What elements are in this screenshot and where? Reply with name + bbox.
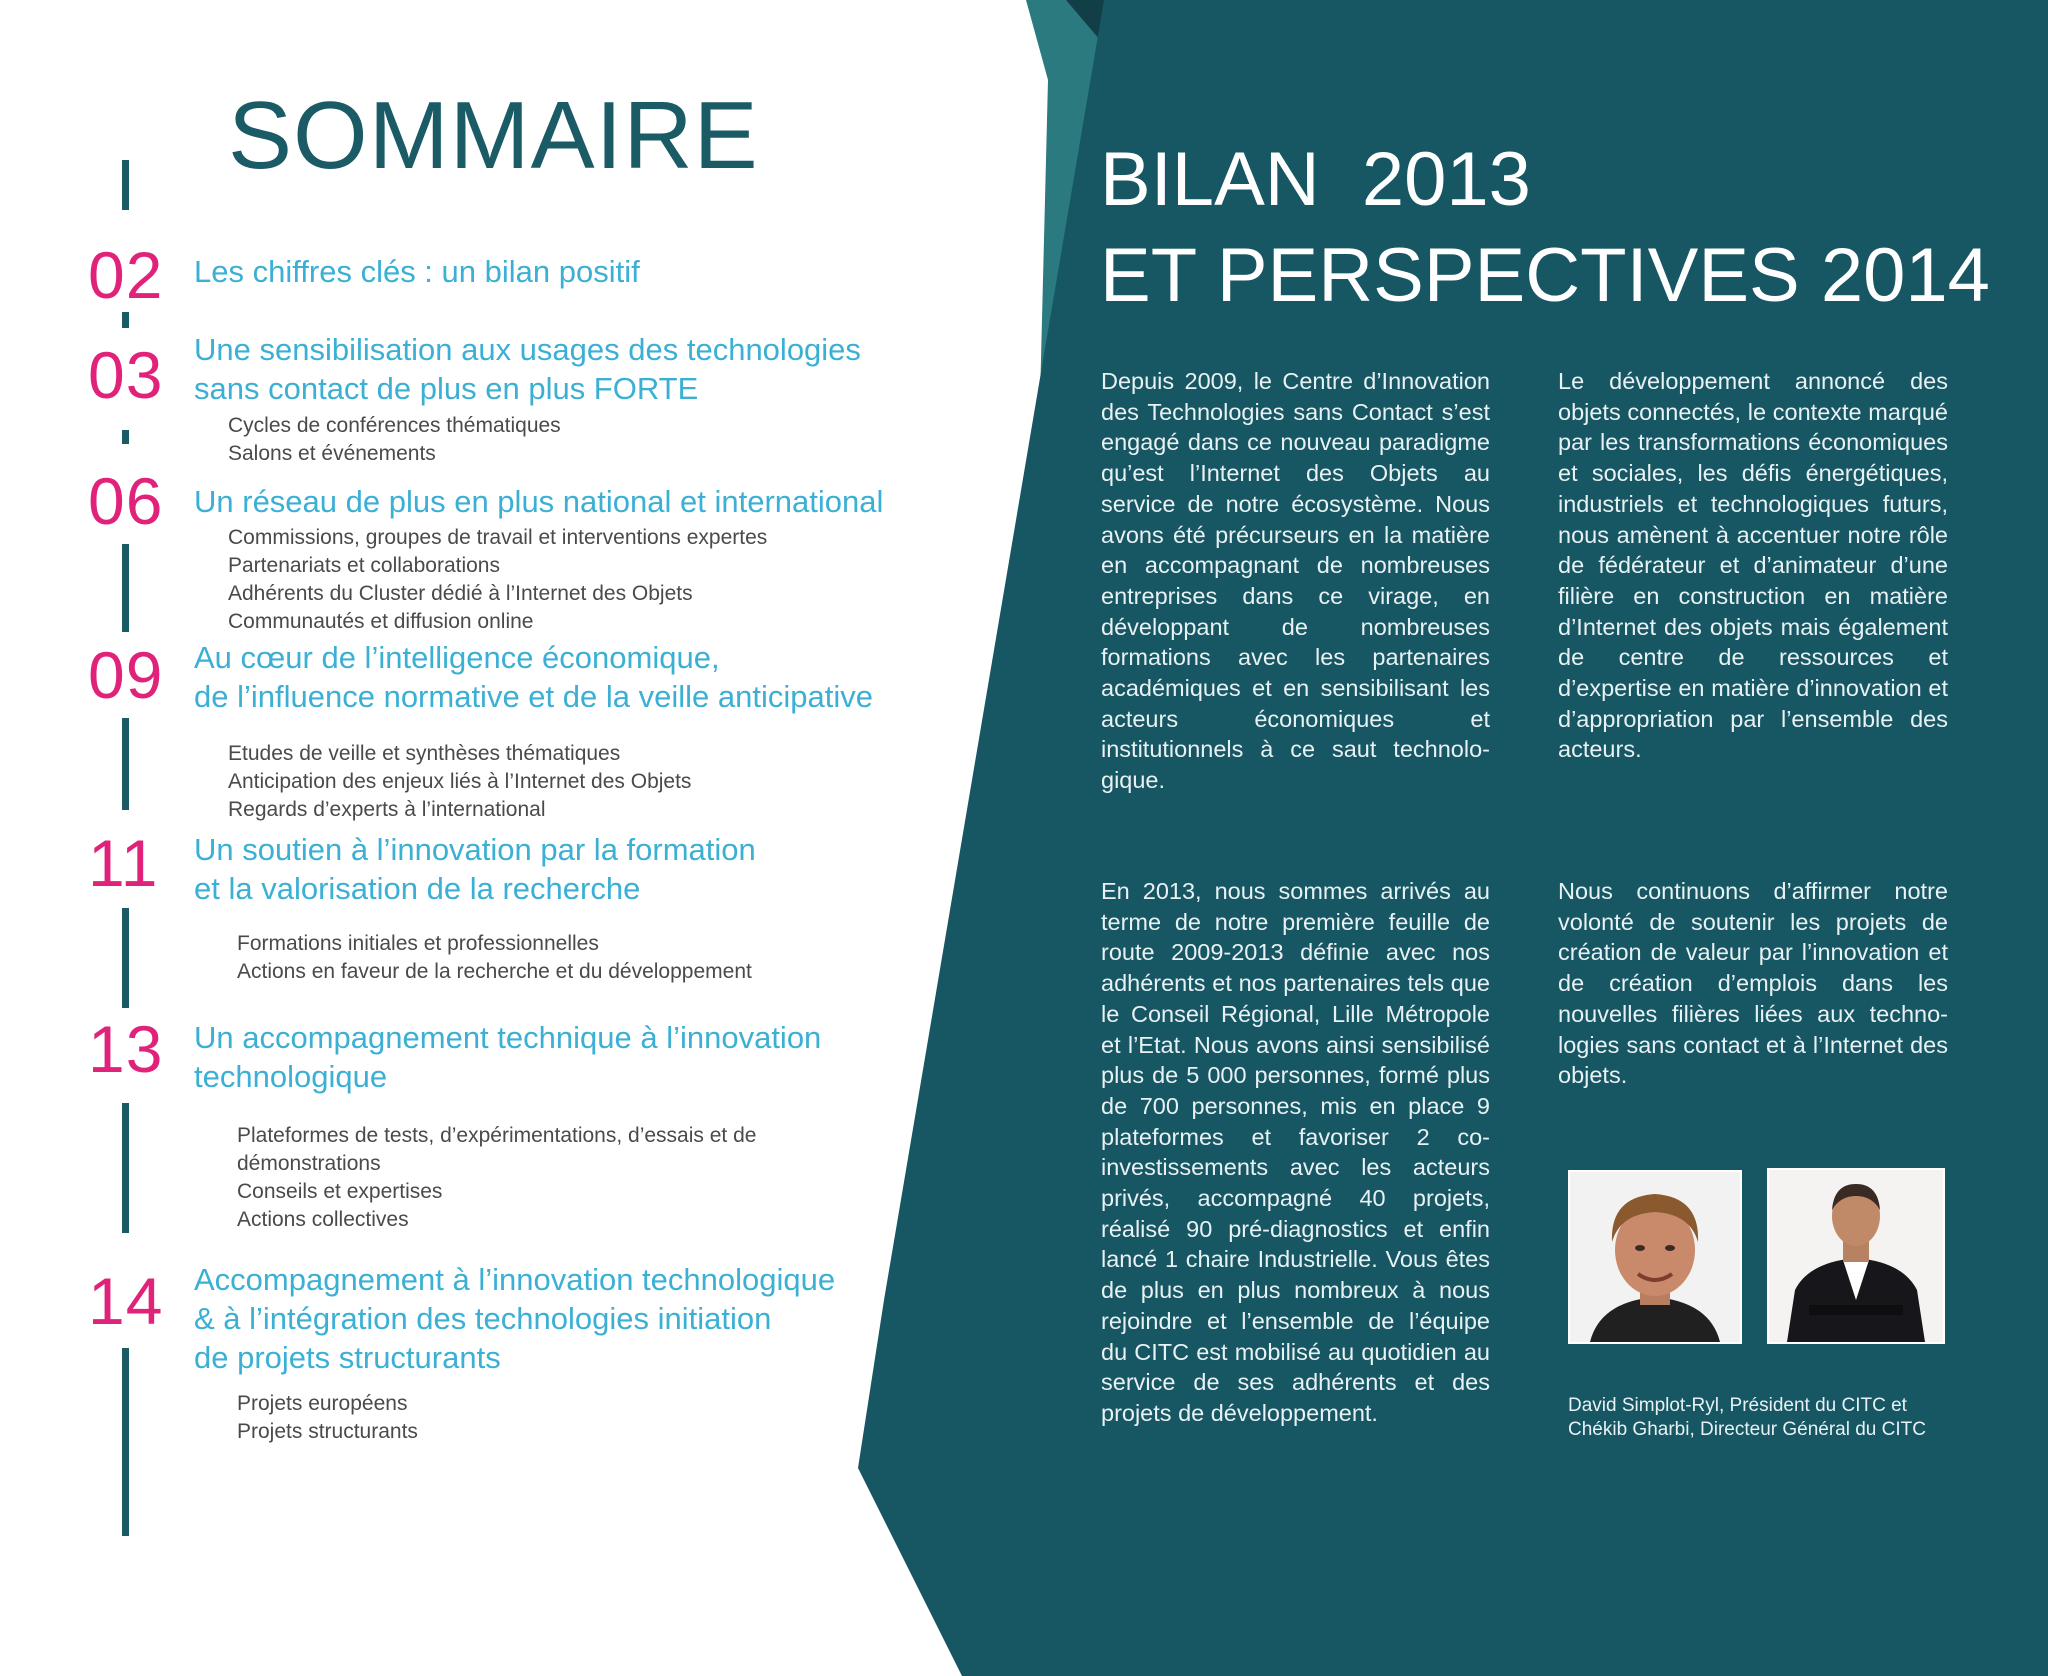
timeline-segment	[122, 430, 129, 444]
entry-title-line: de projets structurants	[194, 1340, 501, 1375]
entry-title-line: Un réseau de plus en plus national et international	[194, 484, 884, 519]
list-item: démonstrations	[237, 1152, 381, 1175]
entry-number: 02	[88, 238, 164, 312]
entry-subitems	[237, 1122, 756, 1234]
entry-title-line: Un soutien à l’innovation par la formation	[194, 832, 756, 867]
entry-title-line: de l’influence normative et de la veille anticipative	[194, 679, 873, 714]
entry-title	[194, 1018, 821, 1096]
entry-number: 09	[88, 638, 164, 712]
entry-number: 03	[88, 338, 164, 412]
list-item: Salons et événements	[228, 442, 436, 465]
entry-title-line: Au cœur de l’intelligence économique,	[194, 640, 720, 675]
entry-title	[194, 830, 756, 908]
list-item: Communautés et diffusion online	[228, 610, 534, 633]
bilan-paragraph-3: Le développement annoncé des objets connectés, le contexte marqué par les transformations économiques et sociales, les défis énergétiques, industriels et technologiques futurs, nous amènent à accentuer notre rôle de fédérateur et d’animateur d’une filière en construction en matière d’Internet des objets mais également de centre de ressources et d’expertise en matière d’innovation et d’appropriation par l’ensemble des acteurs.	[1558, 368, 1948, 763]
list-item: Adhérents du Cluster dédié à l’Internet des Objets	[228, 582, 693, 605]
entry-title	[194, 1260, 835, 1377]
list-item: Projets structurants	[237, 1420, 418, 1443]
bilan-title-line-1: BILAN 2013	[1100, 137, 1531, 222]
entry-title	[194, 482, 883, 521]
entry-subitems	[237, 1390, 418, 1446]
timeline-segment	[122, 1348, 129, 1536]
sommaire-title: SOMMAIRE	[228, 82, 759, 189]
bilan-paragraph-4: Nous continuons d’affirmer notre volonté de soutenir les projets de création de valeur par l’innovation et de création d’emplois dans les nouvelles filières liées aux technologies sans contact et à l’Internet des objets.	[1558, 878, 1948, 1089]
portrait-president-illustration	[1570, 1172, 1740, 1342]
list-item: Cycles de conférences thématiques	[228, 414, 561, 437]
list-item: Conseils et expertises	[237, 1180, 443, 1203]
entry-subitems	[237, 930, 752, 986]
caption-line-2: Chékib Gharbi, Directeur Général du CITC	[1568, 1419, 1926, 1440]
entry-title-line: Un accompagnement technique à l’innovation	[194, 1020, 822, 1055]
list-item: Actions collectives	[237, 1208, 409, 1231]
timeline-segment	[122, 312, 129, 328]
entry-title	[194, 638, 873, 716]
list-item: Actions en faveur de la recherche et du développement	[237, 960, 752, 983]
entry-number: 14	[88, 1264, 164, 1338]
bilan-title-line-2: ET PERSPECTIVES 2014	[1100, 233, 1990, 318]
photo-caption	[1568, 1394, 1988, 1442]
portrait-photo-president	[1568, 1170, 1742, 1344]
list-item: Commissions, groupes de travail et interventions expertes	[228, 526, 768, 549]
timeline-segment	[122, 908, 129, 1008]
list-item: Partenariats et collaborations	[228, 554, 500, 577]
entry-title-line: & à l’intégration des technologies initiation	[194, 1301, 772, 1336]
timeline-segment	[122, 1103, 129, 1233]
caption-line-1: David Simplot-Ryl, Président du CITC et	[1568, 1395, 1907, 1416]
timeline-segment	[122, 160, 129, 210]
entry-title-line: technologique	[194, 1059, 388, 1094]
bilan-paragraph-2: En 2013, nous sommes arrivés au terme de notre première feuille de route 2009-2013 définie avec nos adhérents et nos partenaires tels que le Conseil Régional, Lille Métropole et l’Etat. Nous avons ainsi sensibilisé plus de 5 000 personnes, formé plus de 700 personnes, mis en place 9 plateformes et favoriser 2 co-investissements avec les acteurs privés, accompagné 40 projets, réalisé 90 pré-diagnostics et enfin lancé 1 chaire Industrielle. Vous êtes de plus en plus nombreux à nous rejoindre et l’ensemble de l’équipe du CITC est mobilisé au quotidien au service de ses adhérents et des projets de développement.	[1101, 878, 1490, 1426]
entry-number: 13	[88, 1012, 164, 1086]
portrait-director-illustration	[1769, 1170, 1943, 1342]
list-item: Etudes de veille et synthèses thématiques	[228, 742, 621, 765]
bilan-title	[1100, 132, 1990, 324]
entry-title-line: Les chiffres clés : un bilan positif	[194, 254, 640, 289]
entry-number: 11	[88, 826, 159, 900]
entry-subitems	[228, 524, 767, 636]
entry-number: 06	[88, 464, 164, 538]
entry-subitems	[228, 412, 561, 468]
timeline-segment	[122, 544, 129, 632]
list-item: Formations initiales et professionnelles	[237, 932, 599, 955]
list-item: Plateformes de tests, d’expérimentations, d’essais et de	[237, 1124, 757, 1147]
list-item: Regards d’experts à l’international	[228, 798, 546, 821]
entry-title	[194, 252, 640, 291]
entry-title-line: sans contact de plus en plus FORTE	[194, 371, 699, 406]
entry-title	[194, 330, 861, 408]
bilan-paragraph-1: Depuis 2009, le Centre d’Innovation des Technologies sans Contact s’est engagé dans ce nouveau paradigme qu’est l’Internet des Objets au service de notre écosystème. Nous avons été précurseurs en la matière en accompagnant de nombreuses entreprises dans ce virage, en développant de nombreuses formations avec les partenaires académiques et en sensibilisant les acteurs économiques et institutionnels à ce saut technologique.	[1101, 368, 1490, 794]
entry-title-line: Accompagnement à l’innovation technologique	[194, 1262, 836, 1297]
list-item: Anticipation des enjeux liés à l’Internet des Objets	[228, 770, 692, 793]
timeline-segment	[122, 718, 129, 810]
entry-subitems	[228, 740, 691, 824]
entry-title-line: et la valorisation de la recherche	[194, 871, 641, 906]
entry-title-line: Une sensibilisation aux usages des technologies	[194, 332, 861, 367]
list-item: Projets européens	[237, 1392, 408, 1415]
portrait-photo-director	[1767, 1168, 1945, 1344]
